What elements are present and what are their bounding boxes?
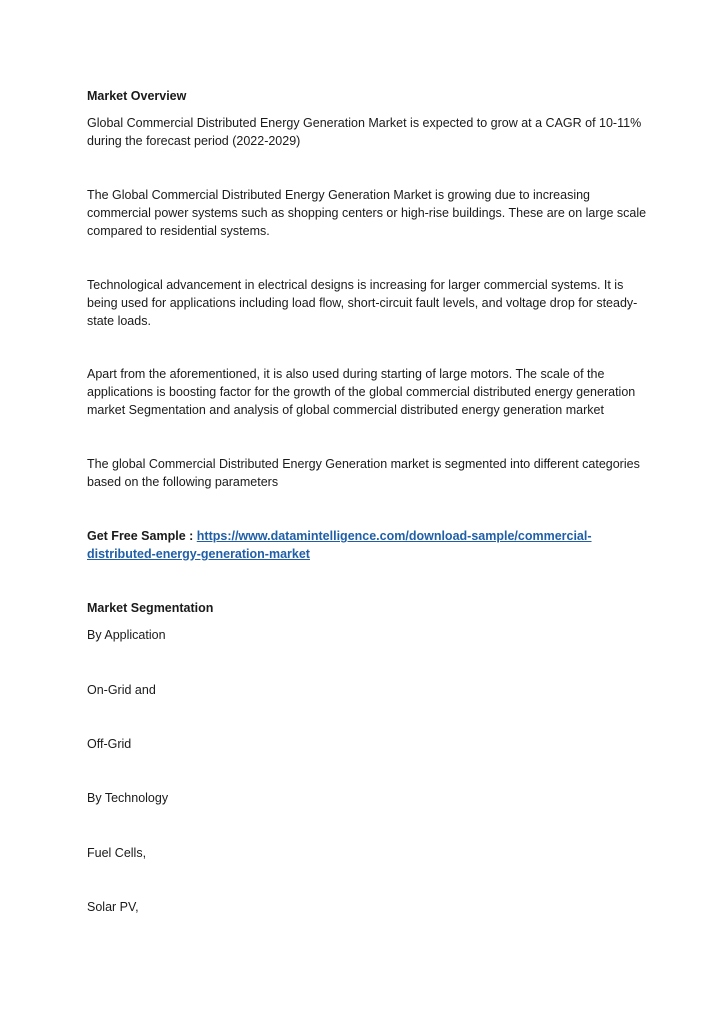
paragraph-segmentation-intro: The global Commercial Distributed Energy Generation market is segmented into different categories based on the following parameters: [87, 457, 640, 489]
by-technology-label: By Technology: [87, 791, 169, 805]
market-segmentation-heading: Market Segmentation: [87, 601, 214, 615]
paragraph-growth-drivers: The Global Commercial Distributed Energy Generation Market is growing due to increasing commercial power systems such as shopping centers or high-rise buildings. These are on large scale compared to residential systems.: [87, 188, 647, 238]
free-sample-line: [87, 527, 647, 563]
free-sample-link[interactable]: https://www.datamintelligence.com/download-sample/commercial-distributed-energy-generation-market: [87, 529, 592, 561]
paragraph-technology: Technological advancement in electrical designs is increasing for larger commercial systems. It is being used for applications including load flow, short-circuit fault levels, and voltage drop for steady-state loads.: [87, 278, 638, 328]
off-grid-item: Off-Grid: [87, 737, 132, 751]
market-overview-heading: Market Overview: [87, 89, 187, 103]
fuel-cells-item: Fuel Cells,: [87, 846, 147, 860]
free-sample-label: Get Free Sample :: [87, 529, 197, 543]
paragraph-applications: Apart from the aforementioned, it is also used during starting of large motors. The scale of the applications is boosting factor for the growth of the global commercial distributed energy generation market Segmentation and analysis of global commercial distributed energy generation market: [87, 367, 636, 417]
solar-pv-item: Solar PV,: [87, 900, 139, 914]
by-application-label: By Application: [87, 628, 166, 642]
on-grid-item: On-Grid and: [87, 683, 156, 697]
paragraph-cagr: Global Commercial Distributed Energy Generation Market is expected to grow at a CAGR of 10-11% during the forecast period (2022-2029): [87, 116, 642, 148]
